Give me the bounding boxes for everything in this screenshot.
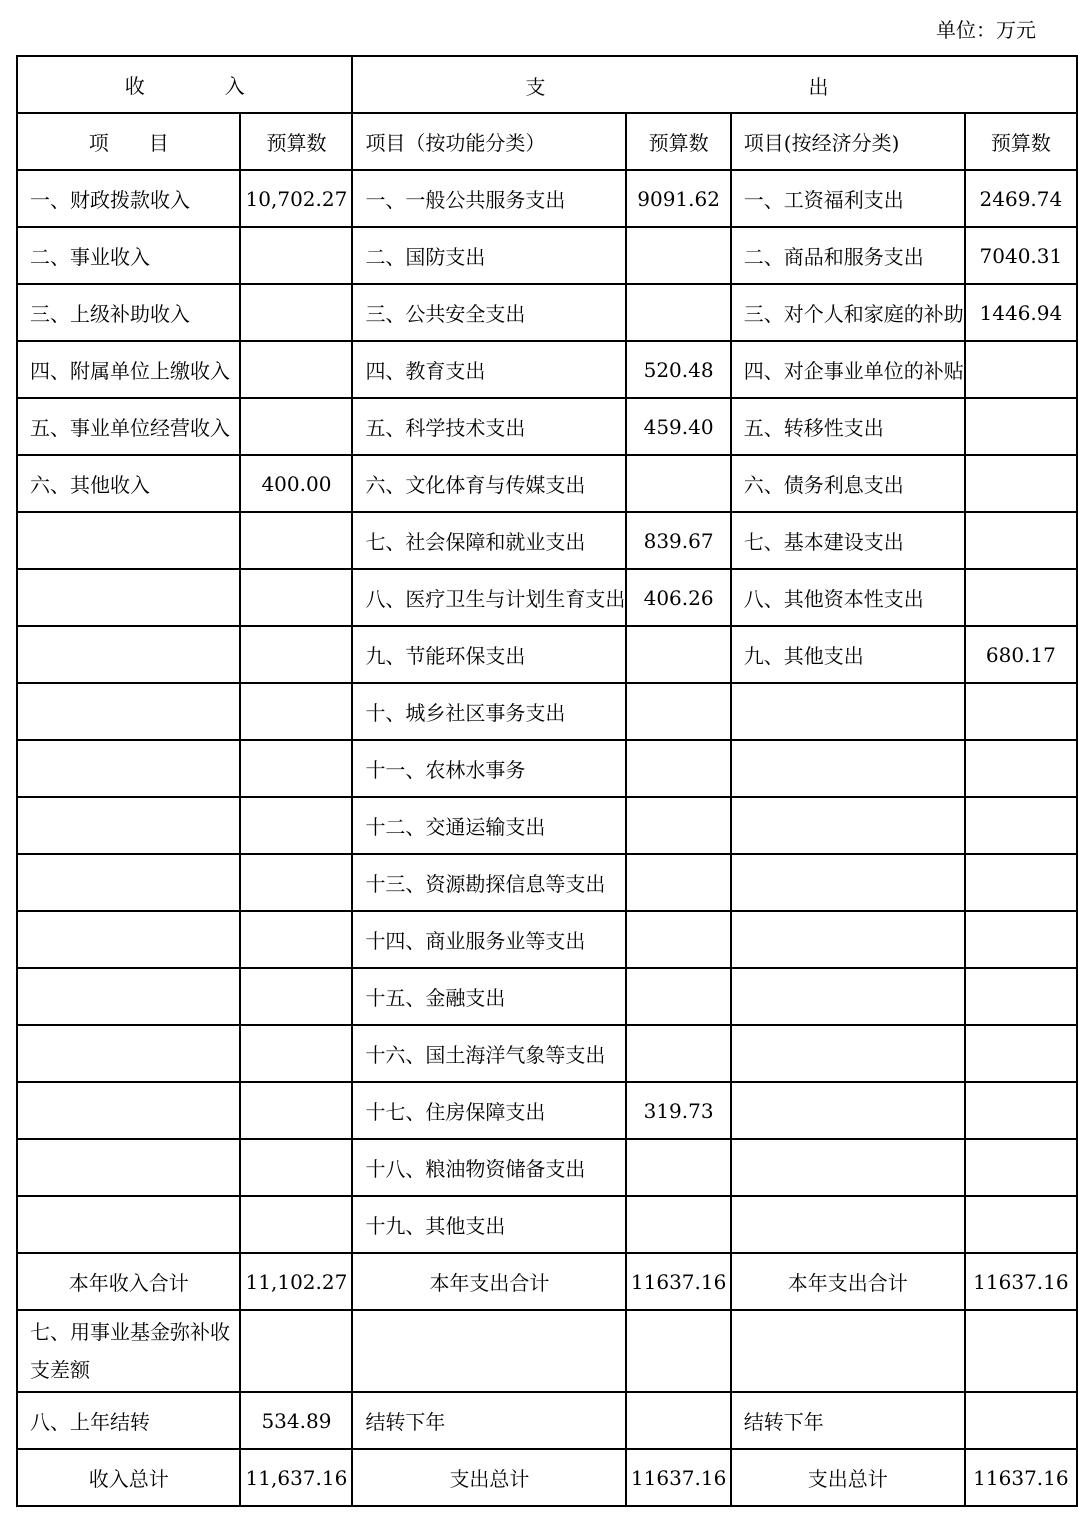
total-econ-value: 11637.16	[965, 1449, 1077, 1506]
func-item: 十五、金融支出	[352, 968, 626, 1025]
econ-value	[965, 569, 1077, 626]
income-value	[240, 284, 352, 341]
header-row-2	[17, 113, 1077, 170]
func-item: 五、科学技术支出	[352, 398, 626, 455]
table-row	[17, 968, 1077, 1025]
econ-value	[965, 854, 1077, 911]
carry-in-value: 534.89	[240, 1392, 352, 1449]
func-value: 839.67	[626, 512, 730, 569]
econ-value	[965, 341, 1077, 398]
econ-value: 2469.74	[965, 170, 1077, 227]
econ-item-header: 项目(按经济分类)	[731, 113, 965, 170]
income-item: 二、事业收入	[17, 227, 240, 284]
empty-cell	[731, 1310, 965, 1392]
table-row	[17, 683, 1077, 740]
func-item: 十六、国土海洋气象等支出	[352, 1025, 626, 1082]
econ-value	[965, 1082, 1077, 1139]
carry-in-label: 八、上年结转	[17, 1392, 240, 1449]
income-value	[240, 911, 352, 968]
income-value: 400.00	[240, 455, 352, 512]
func-item: 十七、住房保障支出	[352, 1082, 626, 1139]
total-func-value: 11637.16	[626, 1449, 730, 1506]
econ-item: 三、对个人和家庭的补助	[731, 284, 965, 341]
func-item: 二、国防支出	[352, 227, 626, 284]
func-item: 四、教育支出	[352, 341, 626, 398]
func-value	[626, 968, 730, 1025]
year-econ-value: 11637.16	[965, 1253, 1077, 1310]
econ-item: 七、基本建设支出	[731, 512, 965, 569]
expense-header-left: 支	[525, 75, 546, 99]
empty-cell	[626, 1310, 730, 1392]
econ-budget-header: 预算数	[965, 113, 1077, 170]
econ-value: 680.17	[965, 626, 1077, 683]
income-item	[17, 797, 240, 854]
year-econ-label: 本年支出合计	[731, 1253, 965, 1310]
econ-item	[731, 683, 965, 740]
income-value	[240, 626, 352, 683]
income-value	[240, 398, 352, 455]
carry-out-econ-label: 结转下年	[731, 1392, 965, 1449]
empty-cell	[240, 1310, 352, 1392]
fund-label: 七、用事业基金弥补收支差额	[17, 1310, 240, 1392]
func-item-header: 项目（按功能分类）	[352, 113, 626, 170]
table-row	[17, 170, 1077, 227]
table-row	[17, 398, 1077, 455]
econ-value	[965, 398, 1077, 455]
table-row	[17, 1025, 1077, 1082]
econ-value	[965, 512, 1077, 569]
empty-cell	[626, 1392, 730, 1449]
empty-cell	[352, 1310, 626, 1392]
income-item	[17, 1139, 240, 1196]
econ-item	[731, 1025, 965, 1082]
func-item: 六、文化体育与传媒支出	[352, 455, 626, 512]
budget-table	[16, 55, 1078, 1507]
table-row	[17, 740, 1077, 797]
expense-header	[352, 56, 1077, 113]
income-item-header: 项 目	[17, 113, 240, 170]
func-value	[626, 626, 730, 683]
total-econ-label: 支出总计	[731, 1449, 965, 1506]
func-value: 9091.62	[626, 170, 730, 227]
econ-item	[731, 854, 965, 911]
func-item: 七、社会保障和就业支出	[352, 512, 626, 569]
econ-item	[731, 968, 965, 1025]
econ-item: 四、对企事业单位的补贴	[731, 341, 965, 398]
income-value	[240, 683, 352, 740]
income-item: 五、事业单位经营收入	[17, 398, 240, 455]
income-value	[240, 797, 352, 854]
func-item: 三、公共安全支出	[352, 284, 626, 341]
income-item	[17, 854, 240, 911]
income-value: 10,702.27	[240, 170, 352, 227]
econ-item	[731, 797, 965, 854]
func-value: 520.48	[626, 341, 730, 398]
total-func-label: 支出总计	[352, 1449, 626, 1506]
income-value	[240, 227, 352, 284]
income-item: 四、附属单位上缴收入	[17, 341, 240, 398]
carry-row	[17, 1392, 1077, 1449]
econ-item	[731, 740, 965, 797]
income-value	[240, 1196, 352, 1253]
func-item: 一、一般公共服务支出	[352, 170, 626, 227]
table-row	[17, 1139, 1077, 1196]
func-item: 十一、农林水事务	[352, 740, 626, 797]
econ-value	[965, 797, 1077, 854]
income-budget-header: 预算数	[240, 113, 352, 170]
econ-value	[965, 1139, 1077, 1196]
income-value	[240, 512, 352, 569]
unit-label: 单位：万元	[936, 18, 1036, 42]
total-income-value: 11,637.16	[240, 1449, 352, 1506]
income-item: 三、上级补助收入	[17, 284, 240, 341]
econ-item: 二、商品和服务支出	[731, 227, 965, 284]
income-value	[240, 968, 352, 1025]
table-row	[17, 911, 1077, 968]
func-value	[626, 455, 730, 512]
table-row	[17, 854, 1077, 911]
expense-header-right: 出	[808, 75, 829, 99]
total-income-label: 收入总计	[17, 1449, 240, 1506]
econ-item	[731, 1082, 965, 1139]
func-item: 十二、交通运输支出	[352, 797, 626, 854]
year-income-label: 本年收入合计	[17, 1253, 240, 1310]
econ-item: 六、债务利息支出	[731, 455, 965, 512]
income-item	[17, 512, 240, 569]
income-value	[240, 569, 352, 626]
income-item	[17, 1082, 240, 1139]
table-row	[17, 455, 1077, 512]
econ-value	[965, 683, 1077, 740]
year-func-value: 11637.16	[626, 1253, 730, 1310]
func-item: 十三、资源勘探信息等支出	[352, 854, 626, 911]
table-row	[17, 512, 1077, 569]
econ-value	[965, 455, 1077, 512]
table-row	[17, 284, 1077, 341]
func-value	[626, 227, 730, 284]
func-budget-header: 预算数	[626, 113, 730, 170]
func-value	[626, 1196, 730, 1253]
func-value	[626, 1139, 730, 1196]
econ-item	[731, 911, 965, 968]
income-value	[240, 740, 352, 797]
table-row	[17, 626, 1077, 683]
econ-item	[731, 1139, 965, 1196]
year-income-value: 11,102.27	[240, 1253, 352, 1310]
func-item: 十九、其他支出	[352, 1196, 626, 1253]
table-row	[17, 569, 1077, 626]
econ-item: 一、工资福利支出	[731, 170, 965, 227]
econ-value: 1446.94	[965, 284, 1077, 341]
func-item: 十四、商业服务业等支出	[352, 911, 626, 968]
table-row	[17, 227, 1077, 284]
income-header: 收 入	[17, 56, 352, 113]
econ-item: 八、其他资本性支出	[731, 569, 965, 626]
econ-item	[731, 1196, 965, 1253]
income-item	[17, 1196, 240, 1253]
carry-out-func-label: 结转下年	[352, 1392, 626, 1449]
func-value: 459.40	[626, 398, 730, 455]
econ-value	[965, 911, 1077, 968]
func-item: 十八、粮油物资储备支出	[352, 1139, 626, 1196]
econ-item: 五、转移性支出	[731, 398, 965, 455]
econ-value	[965, 740, 1077, 797]
func-value	[626, 1025, 730, 1082]
header-row-1	[17, 56, 1077, 113]
income-value	[240, 854, 352, 911]
empty-cell	[965, 1392, 1077, 1449]
func-value: 406.26	[626, 569, 730, 626]
empty-cell	[965, 1310, 1077, 1392]
table-row	[17, 1082, 1077, 1139]
income-item	[17, 626, 240, 683]
income-item	[17, 911, 240, 968]
econ-item: 九、其他支出	[731, 626, 965, 683]
income-value	[240, 1025, 352, 1082]
year-func-label: 本年支出合计	[352, 1253, 626, 1310]
table-row	[17, 341, 1077, 398]
func-value	[626, 911, 730, 968]
table-row	[17, 1196, 1077, 1253]
income-item	[17, 1025, 240, 1082]
year-total-row	[17, 1253, 1077, 1310]
econ-value	[965, 968, 1077, 1025]
econ-value	[965, 1025, 1077, 1082]
econ-value	[965, 1196, 1077, 1253]
income-item	[17, 569, 240, 626]
income-item: 一、财政拨款收入	[17, 170, 240, 227]
func-item: 八、医疗卫生与计划生育支出	[352, 569, 626, 626]
income-value	[240, 1139, 352, 1196]
func-value: 319.73	[626, 1082, 730, 1139]
func-value	[626, 740, 730, 797]
fund-row	[17, 1310, 1077, 1392]
func-value	[626, 797, 730, 854]
income-value	[240, 1082, 352, 1139]
table-row	[17, 797, 1077, 854]
income-item: 六、其他收入	[17, 455, 240, 512]
func-item: 十、城乡社区事务支出	[352, 683, 626, 740]
income-item	[17, 683, 240, 740]
econ-value: 7040.31	[965, 227, 1077, 284]
income-item	[17, 968, 240, 1025]
grand-total-row	[17, 1449, 1077, 1506]
income-item	[17, 740, 240, 797]
func-value	[626, 683, 730, 740]
func-value	[626, 284, 730, 341]
func-value	[626, 854, 730, 911]
func-item: 九、节能环保支出	[352, 626, 626, 683]
income-value	[240, 341, 352, 398]
